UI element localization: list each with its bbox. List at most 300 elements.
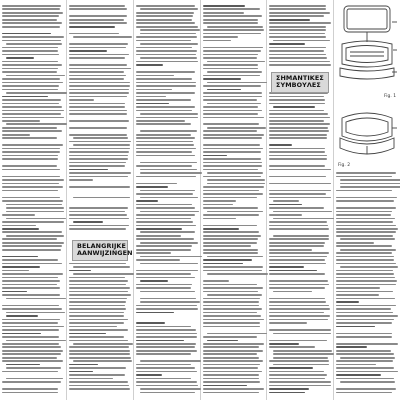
text-line	[2, 113, 61, 115]
text-line	[69, 301, 126, 303]
text-line	[69, 155, 128, 157]
text-line	[336, 263, 396, 265]
text-line	[2, 137, 57, 139]
text-line	[269, 158, 327, 160]
text-line	[140, 392, 195, 394]
text-line	[336, 305, 396, 307]
text-line	[203, 381, 260, 383]
column-divider	[266, 0, 267, 400]
text-line	[2, 221, 64, 223]
text-line	[69, 353, 130, 355]
text-line	[2, 96, 48, 98]
text-line	[336, 287, 380, 289]
text-line	[69, 357, 131, 359]
text-line	[203, 322, 260, 324]
text-line	[203, 305, 259, 307]
text-line	[69, 54, 129, 56]
text-line	[136, 92, 195, 94]
text-line	[2, 99, 61, 101]
text-line	[2, 249, 61, 251]
text-line	[69, 291, 128, 293]
text-line	[136, 322, 165, 324]
text-line	[203, 249, 258, 251]
text-line	[69, 270, 91, 272]
text-line	[6, 364, 40, 366]
text-line	[2, 47, 58, 49]
text-line	[203, 298, 260, 300]
text-line	[336, 197, 397, 199]
text-line	[203, 221, 264, 223]
text-line	[140, 298, 196, 300]
text-line	[69, 211, 125, 213]
text-line	[336, 329, 398, 331]
text-line	[136, 218, 191, 220]
column-3-text-block	[136, 5, 198, 397]
text-line	[336, 280, 397, 282]
text-line	[203, 36, 238, 38]
text-line	[269, 336, 331, 338]
text-line	[69, 113, 127, 115]
text-line	[203, 85, 261, 87]
text-line	[203, 360, 263, 362]
text-line	[203, 33, 261, 35]
text-line	[203, 378, 259, 380]
text-line	[203, 284, 257, 286]
text-line	[269, 117, 330, 119]
text-line	[2, 5, 61, 7]
text-line	[69, 381, 128, 383]
text-line	[140, 190, 195, 192]
text-line	[336, 193, 398, 195]
text-line	[6, 315, 38, 317]
text-line	[207, 273, 268, 275]
text-line	[69, 75, 126, 77]
text-line	[136, 225, 196, 227]
text-line	[336, 364, 376, 366]
text-line	[269, 388, 309, 390]
text-line	[69, 378, 113, 380]
text-line	[69, 92, 129, 94]
text-line	[6, 204, 62, 206]
text-line	[2, 89, 58, 91]
text-line	[2, 329, 59, 331]
text-line	[73, 144, 130, 146]
text-line	[136, 273, 191, 275]
text-line	[136, 252, 171, 254]
text-line	[136, 155, 195, 157]
text-line	[136, 235, 181, 237]
text-line	[2, 158, 58, 160]
text-line	[336, 319, 394, 321]
text-line	[203, 231, 259, 233]
text-line	[269, 144, 292, 146]
text-line	[140, 256, 202, 258]
text-line	[69, 141, 131, 143]
text-line	[336, 333, 392, 335]
text-line	[136, 5, 195, 7]
text-line	[2, 231, 62, 233]
text-line	[203, 50, 261, 52]
text-line	[136, 75, 174, 77]
text-line	[2, 120, 40, 122]
text-line	[69, 225, 129, 227]
text-line	[2, 200, 63, 202]
text-line	[69, 120, 129, 122]
text-line	[69, 176, 128, 178]
text-line	[2, 252, 64, 254]
text-line	[2, 141, 64, 143]
text-line	[269, 186, 331, 188]
text-line	[140, 360, 201, 362]
text-line	[69, 305, 125, 307]
text-line	[136, 85, 196, 87]
text-line	[269, 315, 330, 317]
text-line	[2, 12, 63, 14]
heading-simantikes-symvoules: ΣΗΜΑΝΤΙΚΕΣ ΣΥΜΒΟΥΛΕΣ	[271, 72, 329, 93]
text-line	[73, 36, 132, 38]
text-line	[69, 169, 108, 171]
text-line	[269, 256, 327, 258]
text-line	[269, 392, 305, 394]
text-line	[2, 127, 57, 129]
text-line	[207, 26, 263, 28]
text-line	[2, 305, 59, 307]
text-line	[2, 40, 61, 42]
text-line	[136, 308, 198, 310]
text-line	[207, 179, 265, 181]
text-line	[136, 238, 194, 240]
text-line	[69, 364, 98, 366]
text-line	[203, 336, 257, 338]
text-line	[2, 172, 64, 174]
text-line	[273, 357, 328, 359]
text-line	[69, 151, 129, 153]
text-line	[2, 259, 58, 261]
text-line	[136, 183, 177, 185]
text-line	[69, 207, 128, 209]
text-line	[203, 214, 259, 216]
text-line	[140, 242, 198, 244]
text-line	[136, 385, 198, 387]
text-line	[203, 200, 236, 202]
text-line	[136, 68, 198, 70]
text-line	[136, 333, 197, 335]
text-line	[203, 301, 259, 303]
text-line	[269, 322, 307, 324]
text-line	[336, 270, 393, 272]
text-line	[269, 284, 329, 286]
text-line	[69, 40, 131, 42]
text-line	[6, 43, 62, 45]
text-line	[273, 40, 330, 42]
text-line	[203, 238, 258, 240]
text-line	[2, 155, 58, 157]
text-line	[2, 270, 29, 272]
text-line	[2, 326, 64, 328]
text-line	[340, 183, 400, 185]
text-line	[2, 308, 62, 310]
text-line	[69, 8, 127, 10]
text-line	[203, 130, 257, 132]
text-line	[136, 144, 194, 146]
text-line	[140, 197, 198, 199]
text-line	[140, 130, 197, 132]
text-line	[203, 353, 257, 355]
text-line	[140, 211, 199, 213]
text-line	[6, 218, 66, 220]
text-line	[2, 103, 59, 105]
text-line	[69, 29, 131, 31]
text-line	[269, 103, 325, 105]
text-line	[269, 64, 331, 66]
text-line	[140, 8, 198, 10]
text-line	[203, 64, 258, 66]
text-line	[203, 5, 245, 7]
text-line	[136, 148, 196, 150]
text-line	[269, 308, 330, 310]
text-line	[140, 113, 198, 115]
text-line	[69, 179, 93, 181]
text-line	[203, 287, 263, 289]
text-line	[136, 40, 191, 42]
text-line	[269, 214, 302, 216]
text-line	[203, 19, 258, 21]
text-line	[336, 388, 396, 390]
text-line	[269, 137, 327, 139]
text-line	[269, 367, 313, 369]
text-line	[2, 245, 62, 247]
text-line	[136, 346, 195, 348]
text-line	[203, 357, 259, 359]
text-line	[69, 78, 124, 80]
text-line	[2, 301, 64, 303]
text-line	[2, 54, 59, 56]
text-line	[269, 33, 325, 35]
text-line	[269, 29, 326, 31]
text-line	[203, 266, 263, 268]
text-line	[203, 190, 259, 192]
text-line	[136, 221, 193, 223]
text-line	[69, 123, 131, 125]
text-line	[269, 277, 331, 279]
text-line	[2, 36, 64, 38]
text-line	[269, 301, 326, 303]
column-divider	[133, 0, 134, 400]
text-line	[136, 123, 191, 125]
text-line	[2, 68, 58, 70]
figure-1-label: Fig. 1	[384, 94, 397, 99]
text-line	[336, 176, 392, 178]
text-line	[336, 385, 398, 387]
text-line	[136, 228, 182, 230]
text-line	[2, 134, 30, 136]
text-line	[136, 259, 180, 261]
text-line	[136, 329, 196, 331]
text-line	[136, 103, 169, 105]
text-line	[203, 204, 233, 206]
text-line	[69, 68, 131, 70]
text-line	[6, 92, 67, 94]
text-line	[2, 333, 41, 335]
text-line	[69, 322, 124, 324]
text-line	[2, 190, 58, 192]
text-line	[2, 82, 63, 84]
text-line	[136, 371, 197, 373]
text-line	[136, 127, 198, 129]
text-line	[136, 287, 191, 289]
text-line	[203, 40, 231, 42]
text-line	[203, 312, 257, 314]
text-line	[273, 333, 331, 335]
text-line	[73, 266, 130, 268]
text-line	[207, 127, 266, 129]
text-line	[207, 333, 267, 335]
figure-2-label: Fig. 2	[338, 163, 351, 168]
text-line	[69, 43, 128, 45]
text-line	[269, 68, 331, 70]
text-line	[336, 343, 398, 345]
text-line	[336, 291, 393, 293]
text-line	[269, 155, 327, 157]
text-line	[269, 169, 331, 171]
text-line	[140, 162, 197, 164]
text-line	[69, 50, 107, 52]
text-line	[336, 378, 394, 380]
text-line	[203, 371, 262, 373]
text-line	[203, 141, 264, 143]
text-line	[203, 92, 262, 94]
text-line	[269, 252, 329, 254]
text-line	[269, 266, 304, 268]
text-line	[136, 186, 168, 188]
text-line	[140, 280, 168, 282]
text-line	[269, 12, 330, 14]
text-line	[340, 266, 398, 268]
text-line	[336, 207, 396, 209]
text-line	[269, 15, 324, 17]
text-line	[2, 117, 64, 119]
text-line	[136, 117, 198, 119]
text-line	[69, 61, 131, 63]
text-line	[69, 374, 125, 376]
text-line	[2, 214, 35, 216]
column-2-text-block	[69, 5, 131, 397]
text-line	[69, 298, 127, 300]
text-line	[269, 123, 330, 125]
text-line	[69, 340, 128, 342]
text-line	[136, 176, 196, 178]
text-line	[69, 19, 124, 21]
text-line	[136, 120, 185, 122]
text-line	[203, 350, 263, 352]
text-line	[269, 385, 331, 387]
text-line	[69, 158, 128, 160]
text-line	[336, 103, 398, 105]
text-line	[203, 137, 262, 139]
text-line	[2, 169, 60, 171]
text-line	[136, 99, 191, 101]
text-line	[136, 12, 194, 14]
text-line	[340, 186, 400, 188]
text-line	[136, 71, 195, 73]
text-line	[6, 211, 64, 213]
text-line	[269, 231, 331, 233]
text-line	[2, 179, 64, 181]
text-line	[6, 367, 61, 369]
text-line	[69, 134, 127, 136]
text-line	[207, 89, 241, 91]
text-line	[336, 221, 393, 223]
text-line	[269, 319, 328, 321]
text-line	[269, 204, 302, 206]
text-line	[269, 273, 325, 275]
text-line	[203, 374, 259, 376]
text-line	[269, 280, 328, 282]
text-line	[269, 381, 331, 383]
text-line	[69, 284, 126, 286]
text-line	[340, 381, 395, 383]
text-line	[2, 336, 59, 338]
text-line	[203, 193, 263, 195]
text-line	[69, 329, 128, 331]
text-line	[336, 231, 396, 233]
text-line	[136, 19, 192, 21]
appliance-open-drawing	[336, 2, 398, 102]
text-line	[336, 350, 391, 352]
text-line	[207, 294, 262, 296]
text-line	[203, 99, 257, 101]
text-line	[336, 308, 391, 310]
text-line	[203, 228, 239, 230]
text-line	[136, 47, 192, 49]
text-line	[269, 165, 325, 167]
text-line	[203, 245, 251, 247]
text-line	[203, 29, 264, 31]
text-line	[136, 378, 191, 380]
text-line	[269, 148, 325, 150]
text-line	[269, 287, 325, 289]
text-line	[269, 238, 329, 240]
text-line	[6, 75, 65, 77]
text-line	[69, 200, 131, 202]
text-line	[269, 263, 326, 265]
text-line	[269, 54, 326, 56]
text-line	[69, 172, 131, 174]
text-line	[2, 225, 36, 227]
text-line	[273, 235, 329, 237]
text-line	[203, 270, 262, 272]
text-line	[69, 85, 130, 87]
text-line	[336, 245, 392, 247]
text-line	[69, 294, 131, 296]
text-line	[136, 381, 197, 383]
text-line	[69, 96, 127, 98]
text-line	[136, 141, 193, 143]
text-line	[2, 381, 61, 383]
text-line	[69, 231, 131, 233]
text-line	[203, 263, 243, 265]
text-line	[2, 263, 62, 265]
text-line	[2, 353, 61, 355]
text-line	[273, 106, 315, 108]
text-line	[273, 291, 312, 293]
text-line	[203, 364, 260, 366]
text-line	[2, 242, 64, 244]
text-line	[269, 305, 329, 307]
text-line	[269, 346, 315, 348]
text-line	[203, 242, 257, 244]
text-line	[336, 218, 395, 220]
